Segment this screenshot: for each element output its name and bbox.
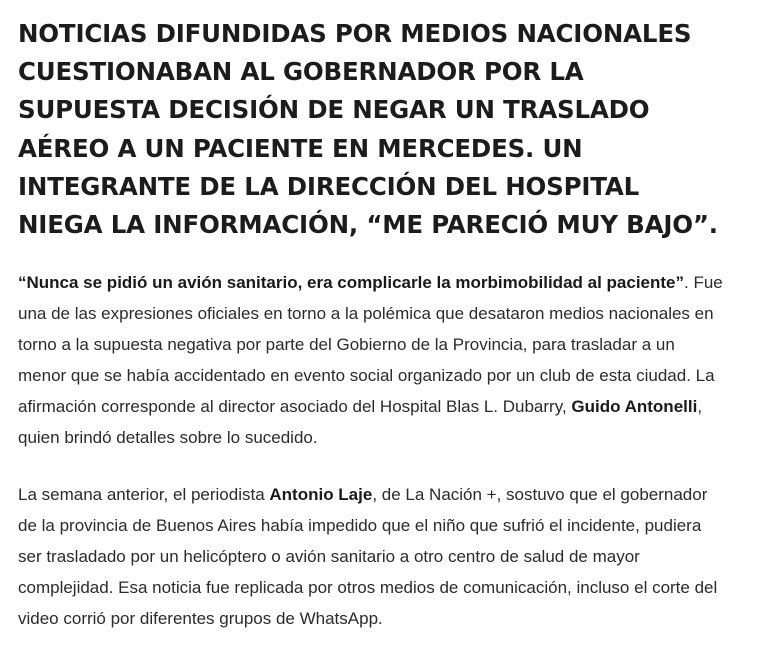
paragraph-2-text-a: La semana anterior, el periodista (18, 485, 270, 505)
paragraph-1 (18, 267, 723, 453)
article-body (18, 15, 723, 634)
paragraph-2-text-b: , de La Nación +, sostuvo que el gobernador de la provincia de Buenos Aires había impedido que el niño que sufrió el incidente, pudiera ser trasladado por un helicóptero o avión sanitario a otro centro de salud de mayor complejidad. Esa noticia fue replicada por otros medios de comunicación, incluso el corte del video corrió por diferentes grupos de WhatsApp. (18, 485, 718, 629)
person-name-antonelli: Guido Antonelli (571, 397, 698, 417)
paragraph-1-text-a: . Fue una de las expresiones oficiales en torno a la polémica que desataron medios nacionales en torno a la supuesta negativa por parte del Gobierno de la Provincia, para trasladar a un menor que se había accidentado en evento social organizado por un club de esta ciudad. La afirmación corresponde al director asociado del Hospital Blas L. Dubarry, (18, 273, 723, 417)
paragraph-2 (18, 479, 723, 634)
paragraph-1-text-b: , quien brindó detalles sobre lo sucedido. (18, 397, 703, 448)
person-name-laje: Antonio Laje (269, 485, 373, 505)
opening-quote: “Nunca se pidió un avión sanitario, era complicarle la morbimobilidad al paciente” (18, 273, 685, 293)
article-headline: NOTICIAS DIFUNDIDAS POR MEDIOS NACIONALES CUESTIONABAN AL GOBERNADOR POR LA SUPUESTA DECISIÓN DE NEGAR UN TRASLADO AÉREO A UN PACIENTE EN MERCEDES. UN INTEGRANTE DE LA DIRECCIÓN DEL HOSPITAL NIEGA LA INFORMACIÓN, “ME PARECIÓ MUY BAJO”. (18, 19, 718, 240)
